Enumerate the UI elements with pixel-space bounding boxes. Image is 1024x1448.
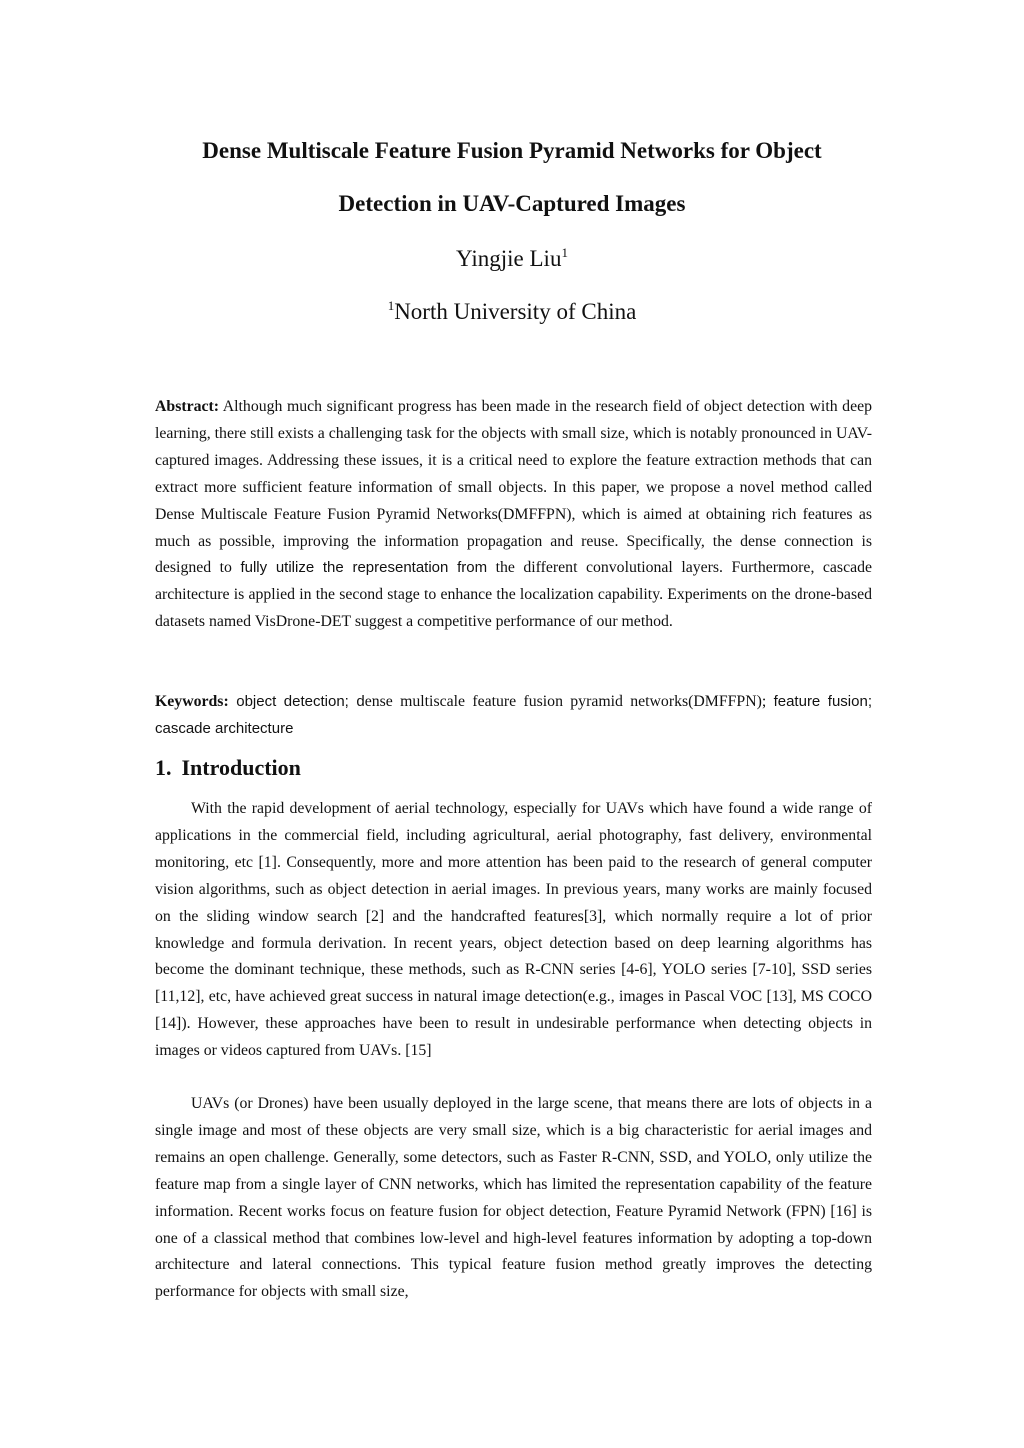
abstract-text-1: Although much significant progress has been made in the research field of object detection with deep learning, there still exists a challenging task for the objects with small size, which is notably pronounced in UAV-captured images. Addressing these issues, it is a critical need to explore the feature extraction methods that can extract more sufficient feature information of small objects. In this paper, we propose a novel method called Dense Multiscale Feature Fusion Pyramid Networks(DMFFPN), which is aimed at obtaining rich features as much as possible, improving the information propagation and reuse. Specifically, the dense connection is designed to [155,398,872,577]
affiliation-name: North University of China [394,299,637,324]
intro-paragraph-2: UAVs (or Drones) have been usually deployed in the large scene, that means there are lots of objects in a single image and most of these objects are very small size, which is a big characteristic for aerial images and remains an open challenge. Generally, some detectors, such as Faster R-CNN, SSD, and YOLO, only utilize the feature map from a single layer of CNN networks, which has limited the representation capability of the feature information. Recent works focus on feature fusion for object detection, Feature Pyramid Network (FPN) [16] is one of a classical method that combines low-level and high-level features information by adopting a top-down architecture and lateral connections. This typical feature fusion method greatly improves the detecting performance for objects with small size, [155,1095,872,1301]
author-line [0,246,1024,272]
intro-paragraph-1: With the rapid development of aerial technology, especially for UAVs which have found a wide range of applications in the commercial field, including agricultural, aerial photography, fast delivery, environmental monitoring, etc [1]. Consequently, more and more attention has been paid to the research of general computer vision algorithms, such as object detection in aerial images. In previous years, many works are mainly focused on the sliding window search [2] and the handcrafted features[3], which normally require a lot of prior knowledge and formula derivation. In recent years, object detection based on deep learning algorithms has become the dominant technique, these methods, such as R-CNN series [4-6], YOLO series [7-10], SSD series [11,12], etc, have achieved great success in natural image detection(e.g., images in Pascal VOC [13], MS COCO [14]). However, these approaches have been to result in undesirable performance when detecting objects in images or videos captured from UAVs. [15] [155,800,872,1060]
abstract-text-2: the different convolutional layers. Furthermore, cascade architecture is applied in the second stage to enhance the localization capability. Experiments on the drone-based datasets named VisDrone-DET suggest a competitive performance of our method. [155,559,872,631]
affiliation-marker: 1 [387,298,395,313]
section-number: 1. [155,755,172,780]
paper-title-line-2: Detection in UAV-Captured Images [338,191,686,216]
abstract-text-sans: fully utilize the representation from [240,559,488,577]
author-name: Yingjie Liu [456,246,562,271]
section-heading-introduction [155,755,301,781]
keywords-text-1: object detection; d [228,693,365,710]
paper-title-line-1: Dense Multiscale Feature Fusion Pyramid Networks for Object [202,138,822,163]
abstract [155,394,872,636]
keywords [155,689,872,743]
affiliation-line [0,299,1024,325]
keywords-label: Keywords: [155,693,229,710]
keywords-text-3: feature fusion; cascade architecture [155,693,872,737]
section-title: Introduction [181,755,301,780]
author-affiliation-marker: 1 [561,245,568,260]
abstract-label: Abstract: [155,398,220,415]
keywords-text-2: ense multiscale feature fusion pyramid networks(DMFFPN); [364,693,774,710]
